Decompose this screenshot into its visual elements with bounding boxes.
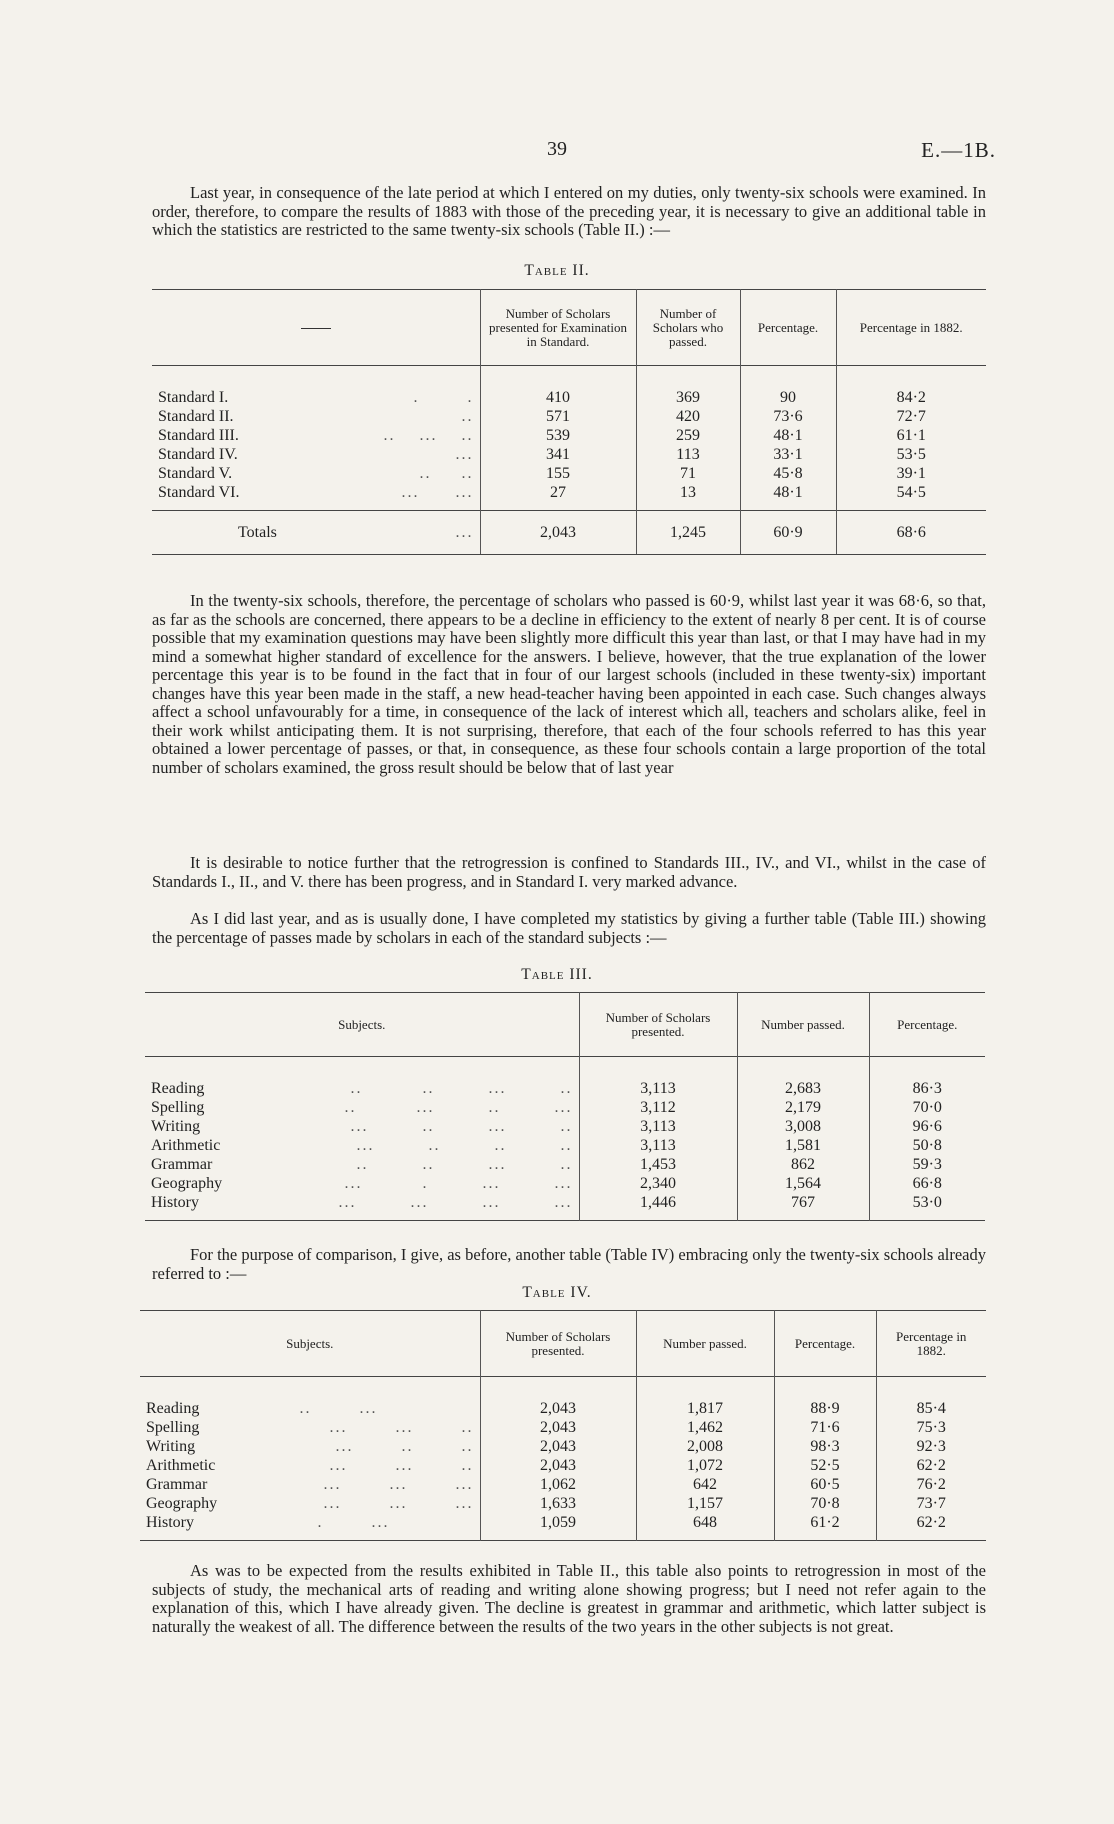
cell-percentage-1882: 84·2 (836, 388, 986, 407)
cell-presented: 1,059 (480, 1513, 636, 1541)
row-label: History (146, 1514, 194, 1531)
cell-percentage-1882: 54·5 (836, 483, 986, 511)
table-row: Grammar .. .. ... .. 1,453 862 59·3 (145, 1155, 985, 1174)
table2-caption: Table II. (524, 262, 590, 279)
table-row: Spelling .. ... .. ... 3,112 2,179 70·0 (145, 1098, 985, 1117)
table-row: Reading .. .. ... .. 3,113 2,683 86·3 (145, 1079, 985, 1098)
cell-presented: 1,062 (480, 1475, 636, 1494)
cell-percentage: 71·6 (774, 1418, 876, 1437)
total-presented: 2,043 (480, 511, 636, 555)
table3-intro-paragraph: As I did last year, and as is usually done, I have completed my statistics by giving a further table (Table III.) showing the percentage of passes made by scholars in each of the standard subjects :— (152, 909, 986, 947)
table-row: Standard VI. ... ... 27 13 48·1 54·5 (152, 483, 986, 511)
table-row: Writing ... .. ... .. 3,113 3,008 96·6 (145, 1117, 985, 1136)
cell-passed: 369 (636, 388, 740, 407)
cell-percentage: 70·8 (774, 1494, 876, 1513)
retrogression-paragraph: It is desirable to notice further that the retrogression is confined to Standards III., IV., and VI., whilst in the case of Standards I., II., and V. there has been progress, and in Standard I. very marked advance. (152, 853, 986, 891)
cell-passed: 113 (636, 445, 740, 464)
cell-presented: 3,113 (579, 1079, 737, 1098)
cell-presented: 410 (480, 388, 636, 407)
table-row: Reading .. ... 2,043 1,817 88·9 85·4 (140, 1399, 986, 1418)
cell-percentage: 96·6 (869, 1117, 985, 1136)
row-label: Writing (146, 1438, 196, 1455)
cell-percentage-1882: 75·3 (876, 1418, 986, 1437)
cell-presented: 539 (480, 426, 636, 445)
row-label: Standard I. (158, 389, 229, 406)
cell-percentage: 53·0 (869, 1193, 985, 1221)
row-label: Standard II. (158, 408, 234, 425)
table-3 (145, 992, 985, 1225)
cell-percentage: 48·1 (740, 483, 836, 511)
table-row: Arithmetic ... ... .. 2,043 1,072 52·5 62·2 (140, 1456, 986, 1475)
total-percentage: 60·9 (740, 511, 836, 555)
cell-percentage: 59·3 (869, 1155, 985, 1174)
row-label: Grammar (151, 1156, 213, 1173)
cell-percentage: 33·1 (740, 445, 836, 464)
table-row: Spelling ... ... .. 2,043 1,462 71·6 75·3 (140, 1418, 986, 1437)
row-label: History (151, 1194, 199, 1211)
cell-presented: 341 (480, 445, 636, 464)
cell-percentage-1882: 72·7 (836, 407, 986, 426)
table2-header-stub (152, 290, 480, 366)
cell-passed: 648 (636, 1513, 774, 1541)
table4-header-presented: Number of Scholars presented. (480, 1311, 636, 1377)
cell-passed: 1,564 (737, 1174, 869, 1193)
table-row: Standard III. .. ... .. 539 259 48·1 61·1 (152, 426, 986, 445)
table2-header-percentage-1882: Percentage in 1882. (836, 290, 986, 366)
row-label: Geography (151, 1175, 223, 1192)
totals-row: Totals ... 2,043 1,245 60·9 68·6 (152, 511, 986, 555)
cell-percentage-1882: 62·2 (876, 1456, 986, 1475)
table2-header-percentage: Percentage. (740, 290, 836, 366)
table-row: Arithmetic ... .. .. .. 3,113 1,581 50·8 (145, 1136, 985, 1155)
row-label: Spelling (151, 1099, 205, 1116)
cell-presented: 2,043 (480, 1456, 636, 1475)
cell-percentage-1882: 76·2 (876, 1475, 986, 1494)
table4-intro-paragraph: For the purpose of comparison, I give, as before, another table (Table IV) embracing only the twenty-six schools already referred to :— (152, 1245, 986, 1283)
cell-presented: 2,340 (579, 1174, 737, 1193)
table4-header-subjects: Subjects. (286, 1335, 334, 1351)
table-row: Grammar ... ... ... 1,062 642 60·5 76·2 (140, 1475, 986, 1494)
row-label: Spelling (146, 1419, 200, 1436)
table3-header-percentage: Percentage. (869, 993, 985, 1057)
cell-percentage: 90 (740, 388, 836, 407)
conclusion-paragraph: As was to be expected from the results exhibited in Table II., this table also points to retrogression in most of the subjects of study, the mechanical arts of reading and writing alone showing progress; but I need not refer again to the explanation of this, which I have already given. The decline is greatest in grammar and arithmetic, which latter subject is naturally the weakest of all. The difference between the results of the two years in the other subjects is not great. (152, 1561, 986, 1636)
total-passed: 1,245 (636, 511, 740, 555)
row-label: Arithmetic (151, 1137, 221, 1154)
cell-passed: 2,008 (636, 1437, 774, 1456)
table-row: Standard IV. ... 341 113 33·1 53·5 (152, 445, 986, 464)
cell-presented: 2,043 (480, 1399, 636, 1418)
cell-passed: 259 (636, 426, 740, 445)
cell-percentage: 45·8 (740, 464, 836, 483)
table-row: Geography ... . ... ... 2,340 1,564 66·8 (145, 1174, 985, 1193)
cell-presented: 571 (480, 407, 636, 426)
table-row: Writing ... .. .. 2,043 2,008 98·3 92·3 (140, 1437, 986, 1456)
table-row: Standard I. . . 410 369 90 84·2 (152, 388, 986, 407)
cell-percentage: 52·5 (774, 1456, 876, 1475)
cell-percentage: 48·1 (740, 426, 836, 445)
analysis-paragraph: In the twenty-six schools, therefore, the percentage of scholars who passed is 60·9, whilst last year it was 68·6, so that, as far as the schools are concerned, there appears to be a decline in efficiency to the extent of nearly 8 per cent. It is of course possible that my examination questions may have been slightly more difficult this year than last, or that I may have had in my mind a somewhat higher standard of excellence for the answers. I believe, however, that the true explanation of the lower percentage this year is to be found in the fact that in four of our largest schools (included in these twenty-six) important changes have this year been made in the staff, a new head-teacher having been appointed in each case. Such changes always affect a school unfavourably for a time, in consequence of the lack of interest which all, teachers and scholars alike, feel in their work whilst anticipating them. It is not surprising, therefore, that each of the four schools referred to has this year obtained a lower percentage of passes, or that, in consequence, as these four schools contain a large proportion of the total number of scholars examined, the gross result should be below that of last year (152, 591, 986, 777)
cell-passed: 1,817 (636, 1399, 774, 1418)
cell-percentage-1882: 39·1 (836, 464, 986, 483)
cell-percentage: 50·8 (869, 1136, 985, 1155)
cell-percentage-1882: 53·5 (836, 445, 986, 464)
cell-percentage-1882: 92·3 (876, 1437, 986, 1456)
cell-percentage: 70·0 (869, 1098, 985, 1117)
row-label: Standard VI. (158, 484, 240, 501)
cell-presented: 155 (480, 464, 636, 483)
table-2 (152, 289, 986, 555)
cell-presented: 1,453 (579, 1155, 737, 1174)
table4-caption: Table IV. (522, 1284, 592, 1301)
cell-passed: 13 (636, 483, 740, 511)
cell-presented: 27 (480, 483, 636, 511)
table3-header-passed: Number passed. (737, 993, 869, 1057)
cell-passed: 1,157 (636, 1494, 774, 1513)
totals-label: Totals (238, 524, 277, 541)
table3-caption: Table III. (521, 966, 593, 983)
cell-percentage: 86·3 (869, 1079, 985, 1098)
cell-presented: 3,112 (579, 1098, 737, 1117)
page-number: 39 (547, 138, 567, 160)
row-label: Geography (146, 1495, 218, 1512)
table2-header-presented: Number of Scholars presented for Examination in Standard. (480, 290, 636, 366)
table-row: Geography ... ... ... 1,633 1,157 70·8 73·7 (140, 1494, 986, 1513)
table-row: History . ... 1,059 648 61·2 62·2 (140, 1513, 986, 1541)
table4-header-passed: Number passed. (636, 1311, 774, 1377)
cell-percentage-1882: 73·7 (876, 1494, 986, 1513)
row-label: Standard V. (158, 465, 233, 482)
table3-header-subjects: Subjects. (338, 1016, 386, 1032)
cell-passed: 862 (737, 1155, 869, 1174)
table4-header-percentage-1882: Percentage in 1882. (876, 1311, 986, 1377)
header-dash (301, 328, 331, 329)
row-label: Standard IV. (158, 446, 238, 463)
row-label: Standard III. (158, 427, 239, 444)
cell-percentage: 98·3 (774, 1437, 876, 1456)
row-label: Reading (146, 1400, 200, 1417)
table3-header-presented: Number of Scholars presented. (579, 993, 737, 1057)
cell-percentage-1882: 61·1 (836, 426, 986, 445)
cell-passed: 1,462 (636, 1418, 774, 1437)
cell-percentage: 66·8 (869, 1174, 985, 1193)
cell-passed: 767 (737, 1193, 869, 1221)
table4-header-percentage: Percentage. (774, 1311, 876, 1377)
cell-passed: 642 (636, 1475, 774, 1494)
row-label: Writing (151, 1118, 201, 1135)
cell-passed: 71 (636, 464, 740, 483)
cell-percentage: 60·5 (774, 1475, 876, 1494)
cell-presented: 2,043 (480, 1418, 636, 1437)
total-percentage-1882: 68·6 (836, 511, 986, 555)
cell-presented: 2,043 (480, 1437, 636, 1456)
cell-passed: 1,581 (737, 1136, 869, 1155)
cell-passed: 1,072 (636, 1456, 774, 1475)
cell-percentage-1882: 85·4 (876, 1399, 986, 1418)
cell-percentage: 61·2 (774, 1513, 876, 1541)
row-label: Grammar (146, 1476, 208, 1493)
table-row: Standard II. .. 571 420 73·6 72·7 (152, 407, 986, 426)
cell-percentage: 88·9 (774, 1399, 876, 1418)
document-code: E.—1B. (921, 138, 996, 162)
intro-paragraph: Last year, in consequence of the late period at which I entered on my duties, only twenty-six schools were examined. In order, therefore, to compare the results of 1883 with those of the preceding year, it is necessary to give an additional table in which the statistics are restricted to the same twenty-six schools (Table II.) :— (152, 183, 986, 239)
table-row: History ... ... ... ... 1,446 767 53·0 (145, 1193, 985, 1221)
cell-presented: 1,446 (579, 1193, 737, 1221)
cell-passed: 2,683 (737, 1079, 869, 1098)
cell-presented: 3,113 (579, 1117, 737, 1136)
cell-presented: 3,113 (579, 1136, 737, 1155)
cell-passed: 2,179 (737, 1098, 869, 1117)
cell-percentage: 73·6 (740, 407, 836, 426)
cell-percentage-1882: 62·2 (876, 1513, 986, 1541)
cell-passed: 3,008 (737, 1117, 869, 1136)
cell-presented: 1,633 (480, 1494, 636, 1513)
cell-passed: 420 (636, 407, 740, 426)
row-label: Reading (151, 1080, 205, 1097)
table2-header-passed: Number of Scholars who passed. (636, 290, 740, 366)
row-label: Arithmetic (146, 1457, 216, 1474)
table-row: Standard V. .. .. 155 71 45·8 39·1 (152, 464, 986, 483)
table-4 (140, 1310, 986, 1545)
